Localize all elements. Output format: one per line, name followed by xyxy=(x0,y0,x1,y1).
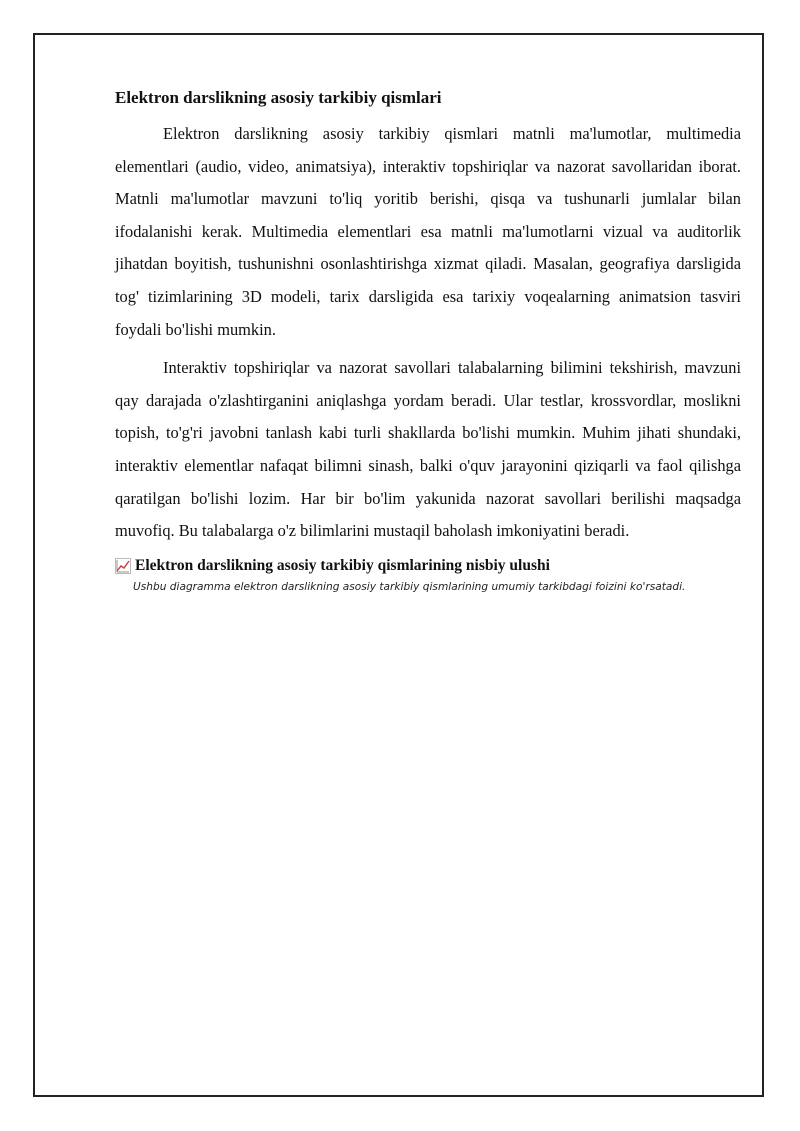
figure-title-text: Elektron darslikning asosiy tarkibiy qismlarining nisbiy ulushi xyxy=(135,556,550,574)
chart-increasing-icon xyxy=(115,558,131,574)
figure-caption: Ushbu diagramma elektron darslikning asosiy tarkibiy qismlarining umumiy tarkibdagi foizini ko'rsatadi. xyxy=(133,580,686,593)
paragraph: Elektron darslikning asosiy tarkibiy qismlari matnli ma'lumotlar, multimedia elementlari (audio, video, animatsiya), interaktiv topshiriqlar va nazorat savollaridan iborat. Matnli ma'lumotlar mavzuni to'liq yoritib berishi, qisqa va tushunarli jumlalar bilan ifodalanishi kerak. Multimedia elementlari esa matnli ma'lumotlarni vizual va auditorlik jihatdan boyitish, tushunishni osonlashtirishga xizmat qiladi. Masalan, geografiya darsligida tog' tizimlarining 3D modeli, tarix darsligida esa tarixiy voqealarning animatsion tasviri foydali bo'lishi mumkin. xyxy=(115,124,741,339)
section-heading: Elektron darslikning asosiy tarkibiy qismlari xyxy=(115,88,442,107)
figure-title xyxy=(115,554,741,578)
document-body xyxy=(115,84,741,596)
paragraph: Interaktiv topshiriqlar va nazorat savollari talabalarning bilimini tekshirish, mavzuni qay darajada o'zlashtirganini aniqlashga yordam beradi. Ular testlar, krossvordlar, moslikni topish, to'g'ri javobni tanlash kabi turli shakllarda bo'lishi mumkin. Muhim jihati shundaki, interaktiv elementlar nafaqat bilimni sinash, balki o'quv jarayonini qiziqarli va faol qilishga qaratilgan bo'lishi lozim. Har bir bo'lim yakunida nazorat savollari berilishi maqsadga muvofiq. Bu talabalarga o'z bilimlarini mustaqil baholash imkoniyatini beradi. xyxy=(115,358,741,541)
